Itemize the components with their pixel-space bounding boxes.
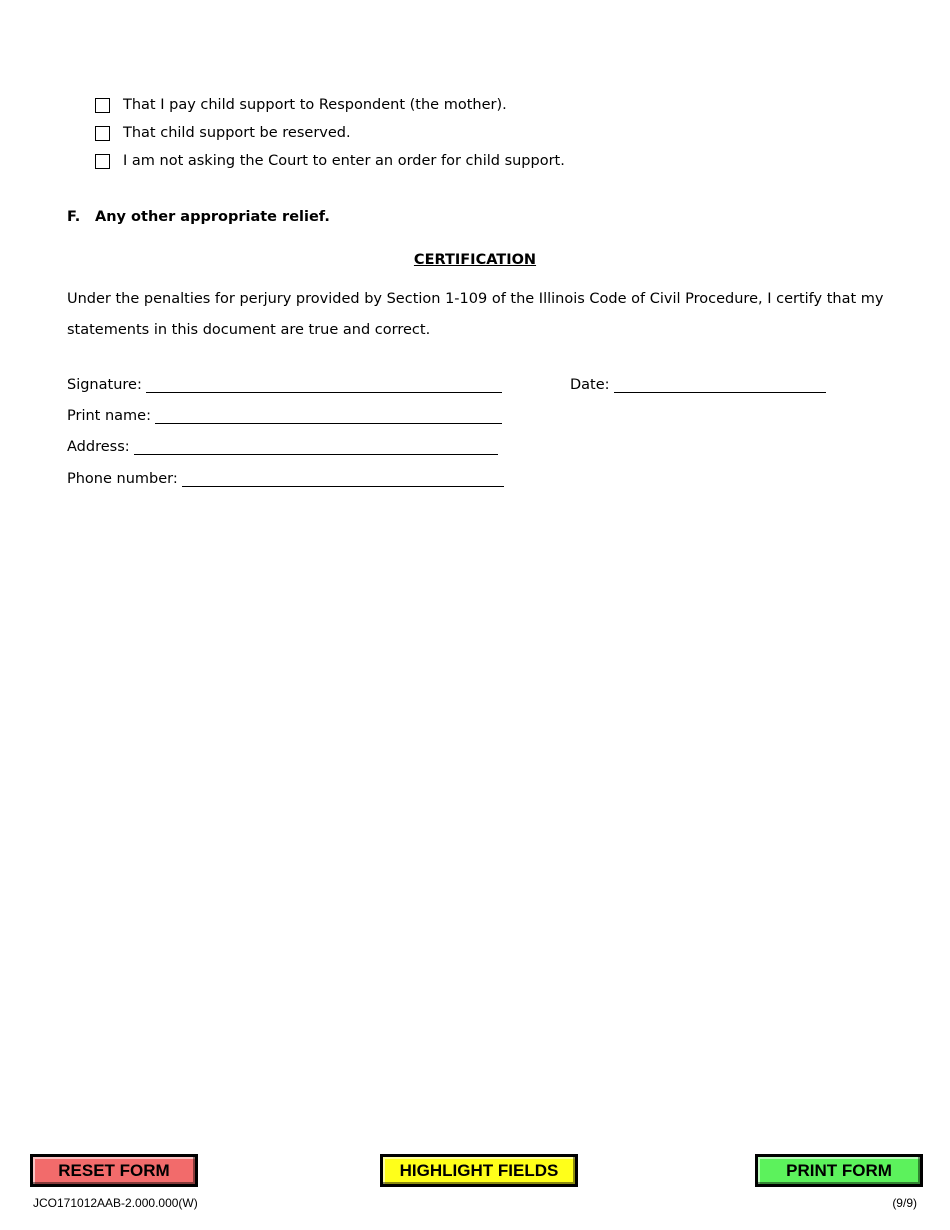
address-line[interactable] — [134, 442, 498, 455]
reset-form-button[interactable]: RESET FORM — [30, 1154, 198, 1187]
section-f-text: Any other appropriate relief. — [95, 209, 330, 225]
signature-field — [67, 378, 502, 393]
option-support-reserved — [95, 126, 351, 141]
print-name-field — [67, 409, 502, 424]
highlight-fields-button[interactable]: HIGHLIGHT FIELDS — [380, 1154, 578, 1187]
option-label: That child support be reserved. — [123, 125, 351, 142]
print-name-label: Print name: — [67, 408, 151, 424]
phone-field — [67, 472, 504, 487]
checkbox-support-reserved[interactable] — [95, 126, 110, 141]
certification-title: CERTIFICATION — [413, 252, 537, 268]
certification-body: Under the penalties for perjury provided by Section 1-109 of the Illinois Code of Civil Procedure, I certify that my statements in this document are true and correct. — [67, 291, 884, 338]
signature-label: Signature: — [67, 377, 142, 393]
signature-line[interactable] — [146, 380, 502, 393]
date-line[interactable] — [614, 380, 826, 393]
phone-label: Phone number: — [67, 471, 178, 487]
section-f-letter: F. — [67, 209, 81, 225]
form-code: JCO171012AAB-2.000.000(W) — [33, 1196, 198, 1210]
date-field — [570, 378, 826, 393]
page-number: (9/9) — [892, 1196, 917, 1210]
section-f — [67, 210, 330, 225]
address-label: Address: — [67, 439, 130, 455]
phone-line[interactable] — [182, 474, 504, 487]
option-no-order — [95, 154, 565, 169]
option-label: That I pay child support to Respondent (the mother). — [123, 97, 507, 114]
checkbox-no-order[interactable] — [95, 154, 110, 169]
option-pay-to-respondent — [95, 98, 507, 113]
checkbox-pay-to-respondent[interactable] — [95, 98, 110, 113]
option-label: I am not asking the Court to enter an order for child support. — [123, 153, 565, 170]
address-field — [67, 440, 498, 455]
print-name-line[interactable] — [155, 411, 502, 424]
print-form-button[interactable]: PRINT FORM — [755, 1154, 923, 1187]
date-label: Date: — [570, 377, 610, 393]
